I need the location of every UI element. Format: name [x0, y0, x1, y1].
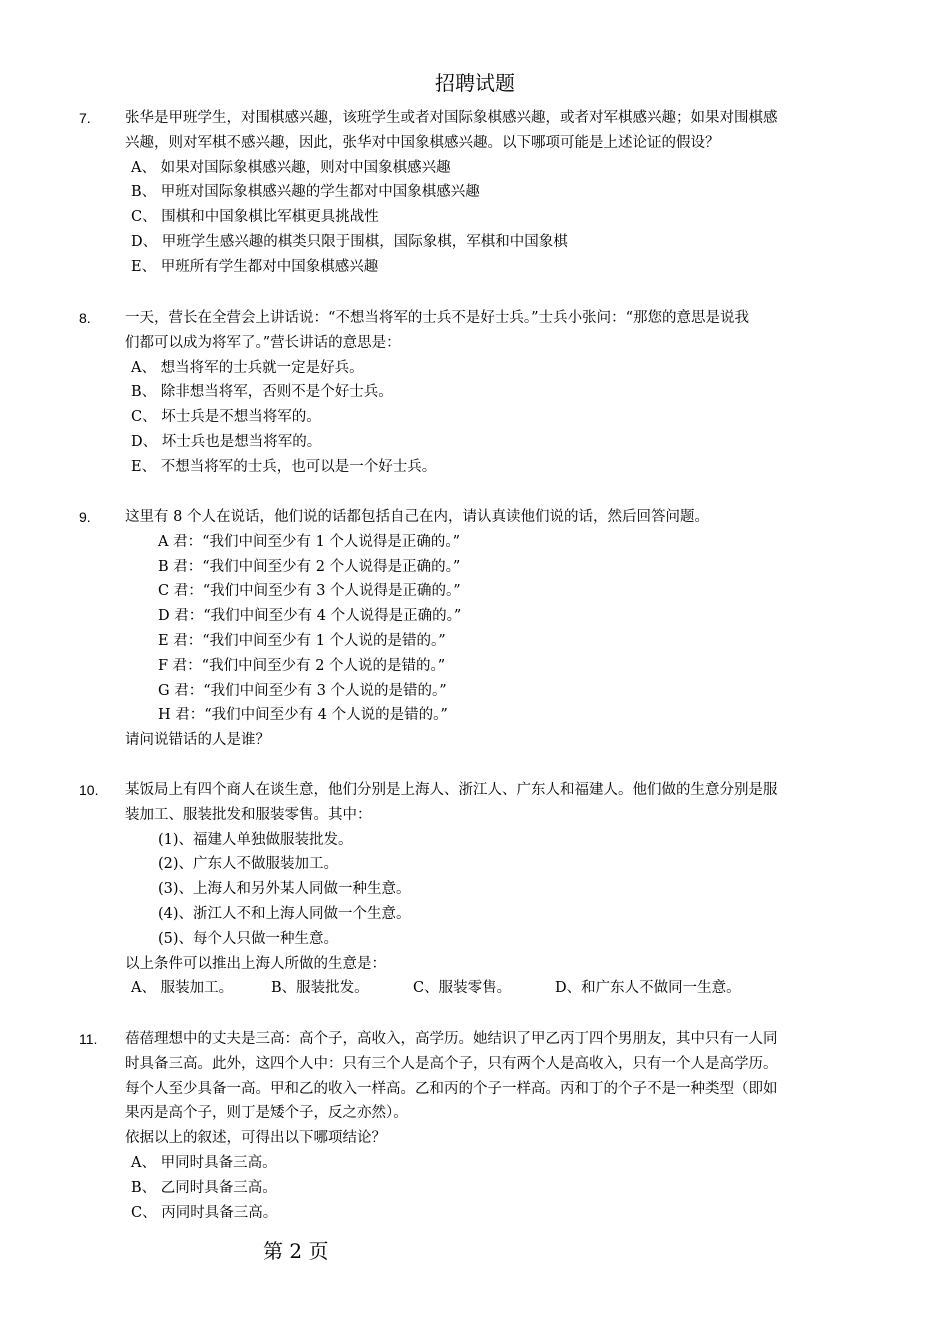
answer-option-b: B、 乙同时具备三高。 — [131, 1179, 277, 1196]
statement-b: B 君：“我们中间至少有 2 个人说得是正确的。” — [158, 558, 461, 575]
question-stem-line: 一天，营长在全营会上讲话说：“不想当将军的士兵不是好士兵。”士兵小张问：“那您的意思是说我 — [125, 310, 749, 326]
answer-option-c: C、服装零售。 — [413, 980, 512, 997]
statement-e: E 君：“我们中间至少有 1 个人说的是错的。” — [158, 632, 446, 649]
question-prompt: 依据以上的叙述，可得出以下哪项结论？ — [125, 1130, 386, 1147]
question-stem-line: 装加工、服装批发和服装零售。其中： — [125, 806, 372, 823]
answer-option-e: E、 不想当将军的士兵，也可以是一个好士兵。 — [131, 458, 437, 475]
answer-option-c: C、 围棋和中国象棋比军棋更具挑战性 — [131, 209, 379, 226]
question-stem-line: 每个人至少具备一高。甲和乙的收入一样高。乙和丙的个子一样高。丙和丁的个子不是一种类型（即如 — [125, 1080, 778, 1097]
answer-option-c: C、 坏士兵是不想当将军的。 — [131, 409, 321, 426]
condition-4: (4)、浙江人不和上海人同做一个生意。 — [158, 905, 411, 922]
question-stem-line: 果丙是高个子，则丁是矮个子，反之亦然）。 — [125, 1105, 408, 1122]
statement-c: C 君：“我们中间至少有 3 个人说得是正确的。” — [158, 583, 461, 600]
question-number: 8. — [79, 310, 91, 326]
question-body — [125, 306, 885, 480]
answer-option-d: D、和广东人不做同一生意。 — [555, 980, 741, 997]
question-number: 11. — [79, 1031, 98, 1047]
answer-option-c: C、 丙同时具备三高。 — [131, 1204, 278, 1221]
page-number: 第 2 页 — [263, 1239, 329, 1263]
statement-h: H 君：“我们中间至少有 4 个人说的是错的。” — [158, 707, 448, 724]
question-stem-line: 蓓蓓理想中的丈夫是三高：高个子，高收入，高学历。她结识了甲乙丙丁四个男朋友，其中只有一人同 — [125, 1031, 778, 1047]
question-prompt: 以上条件可以推出上海人所做的生意是： — [125, 955, 386, 972]
page-title: 招聘试题 — [435, 71, 515, 95]
answer-option-d: D、 坏士兵也是想当将军的。 — [131, 433, 322, 450]
question-stem-line: 这里有 8 个人在说话，他们说的话都包括自己在内，请认真读他们说的话，然后回答问题。 — [125, 509, 709, 525]
question-prompt: 请问说错话的人是谁？ — [125, 732, 270, 749]
condition-5: (5)、每个人只做一种生意。 — [158, 930, 339, 947]
answer-option-a: A、 如果对国际象棋感兴趣，则对中国象棋感兴趣 — [131, 159, 451, 176]
question-body — [125, 778, 885, 1001]
question-body — [125, 106, 885, 280]
statement-d: D 君：“我们中间至少有 4 个人说得是正确的。” — [158, 608, 462, 625]
question-stem-line: 张华是甲班学生，对围棋感兴趣，该班学生或者对国际象棋感兴趣，或者对军棋感兴趣；如果对围棋感 — [125, 110, 778, 126]
statement-g: G 君：“我们中间至少有 3 个人说的是错的。” — [158, 682, 447, 699]
question-body — [125, 1027, 885, 1225]
answer-option-e: E、 甲班所有学生都对中国象棋感兴趣 — [131, 258, 379, 275]
question-stem-line: 兴趣，则对军棋不感兴趣，因此，张华对中国象棋感兴趣。以下哪项可能是上述论证的假设？ — [125, 134, 720, 151]
question-stem-line: 时具备三高。此外，这四个人中：只有三个人是高个子，只有两个人是高收入，只有一个人是高学历。 — [125, 1055, 778, 1072]
question-stem-line: 某饭局上有四个商人在谈生意，他们分别是上海人、浙江人、广东人和福建人。他们做的生意分别是服 — [125, 782, 778, 798]
answer-option-a: A、 想当将军的士兵就一定是好兵。 — [131, 359, 364, 376]
question-body — [125, 505, 885, 753]
question-number: 9. — [79, 509, 91, 525]
question-stem-line: 们都可以成为将军了。”营长讲话的意思是： — [125, 334, 401, 351]
answer-options-row — [125, 976, 885, 1001]
answer-option-a: A、 甲同时具备三高。 — [131, 1154, 277, 1171]
answer-option-b: B、 甲班对国际象棋感兴趣的学生都对中国象棋感兴趣 — [131, 184, 480, 201]
condition-2: (2)、广东人不做服装加工。 — [158, 856, 339, 873]
question-number: 10. — [79, 782, 99, 798]
answer-option-d: D、 甲班学生感兴趣的棋类只限于围棋，国际象棋，军棋和中国象棋 — [131, 233, 568, 250]
condition-1: (1)、福建人单独做服装批发。 — [158, 831, 353, 848]
answer-option-b: B、 除非想当将军，否则不是个好士兵。 — [131, 384, 393, 401]
question-number: 7. — [79, 110, 91, 126]
answer-option-b: B、服装批发。 — [271, 980, 369, 997]
statement-a: A 君：“我们中间至少有 1 个人说得是正确的。” — [158, 533, 461, 550]
condition-3: (3)、上海人和另外某人同做一种生意。 — [158, 881, 411, 898]
answer-option-a: A、 服装加工。 — [131, 980, 234, 997]
statement-f: F 君：“我们中间至少有 2 个人说的是错的。” — [158, 657, 446, 674]
